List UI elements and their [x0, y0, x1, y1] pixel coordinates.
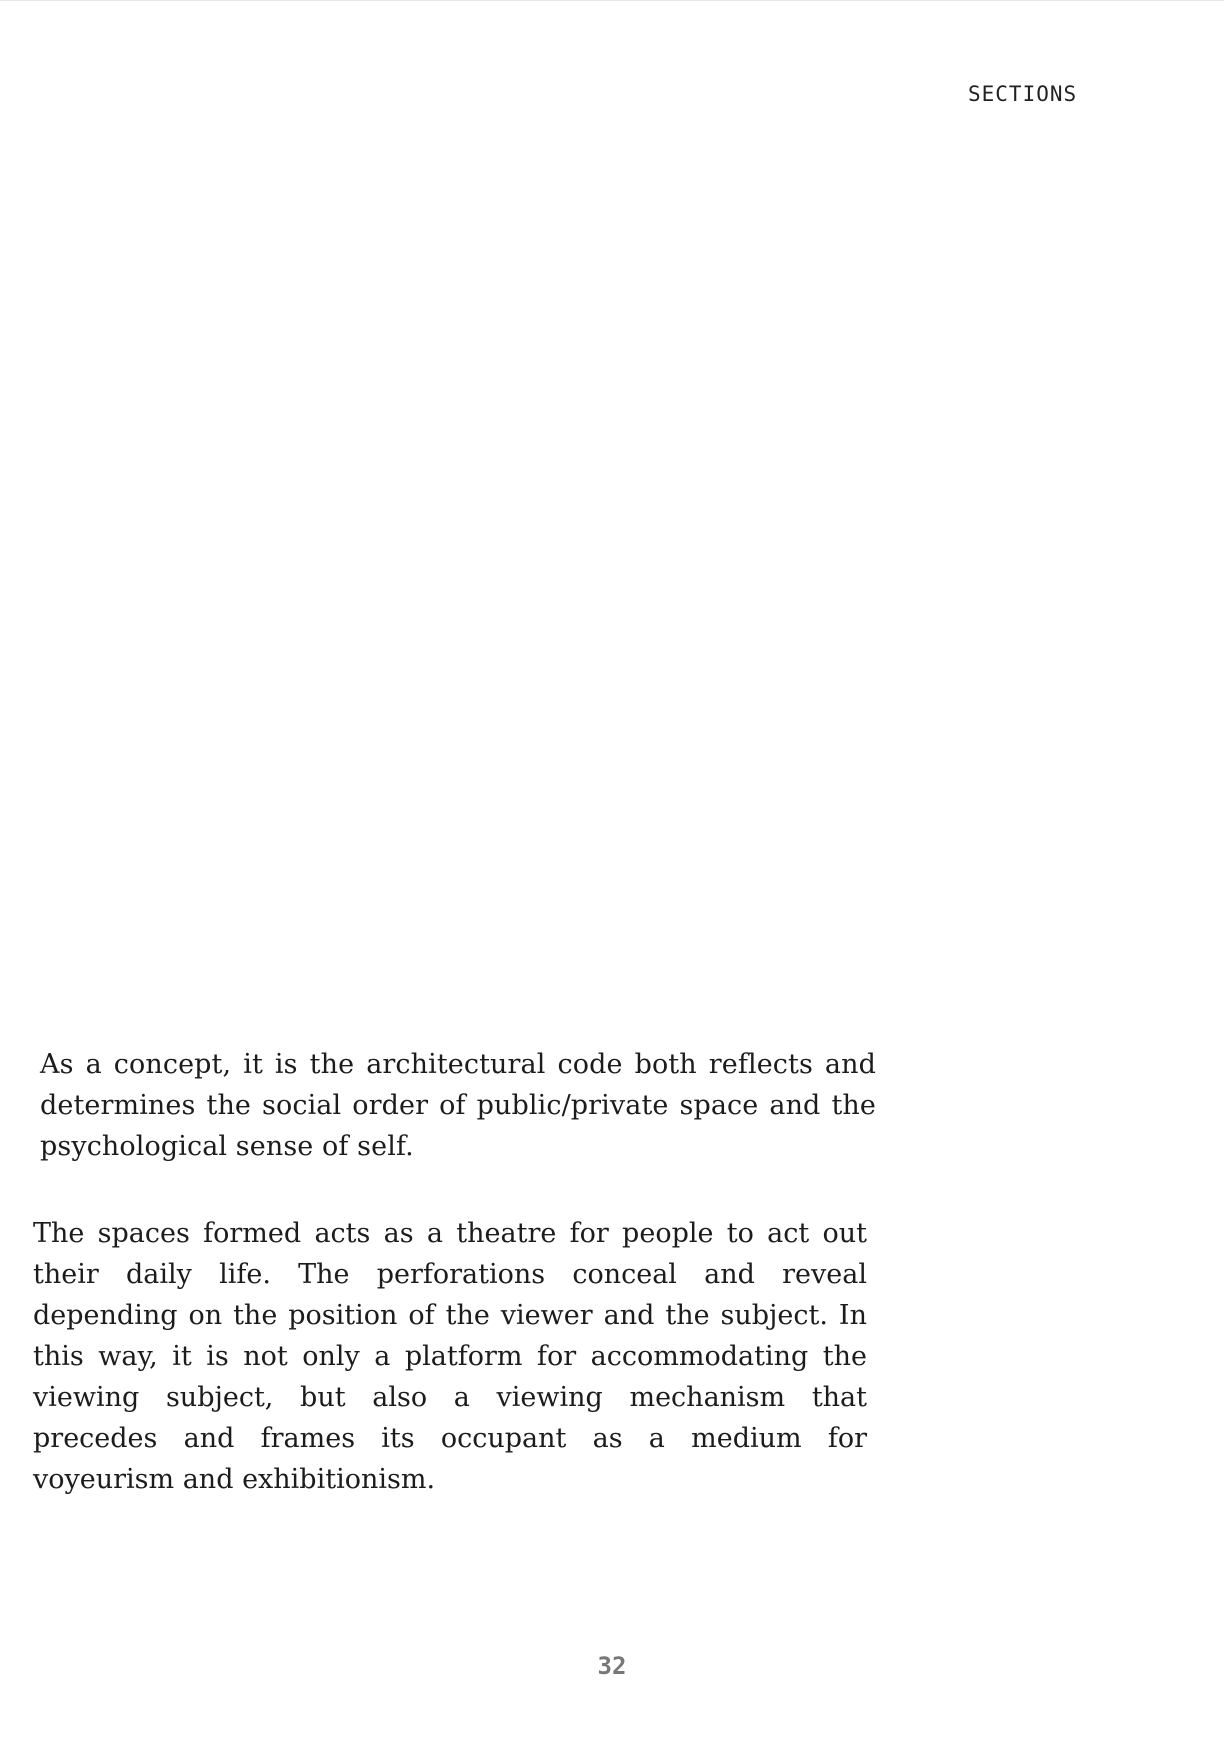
top-divider — [0, 0, 1224, 1]
body-paragraph-concept: As a concept, it is the architectural code both reflects and determines the social order of public/private space and the psychological sense of self. — [40, 1049, 876, 1162]
section-header: SECTIONS — [968, 82, 1078, 106]
page-number: 32 — [597, 1652, 627, 1680]
body-paragraph-spaces: The spaces formed acts as a theatre for people to act out their daily life. The perforations conceal and reveal depending on the position of the viewer and the subject. In this way, it is not only a platform for accommodating the viewing subject, but also a viewing mechanism that precedes and frames its occupant as a medium for voyeurism and exhibitionism. — [33, 1218, 867, 1495]
